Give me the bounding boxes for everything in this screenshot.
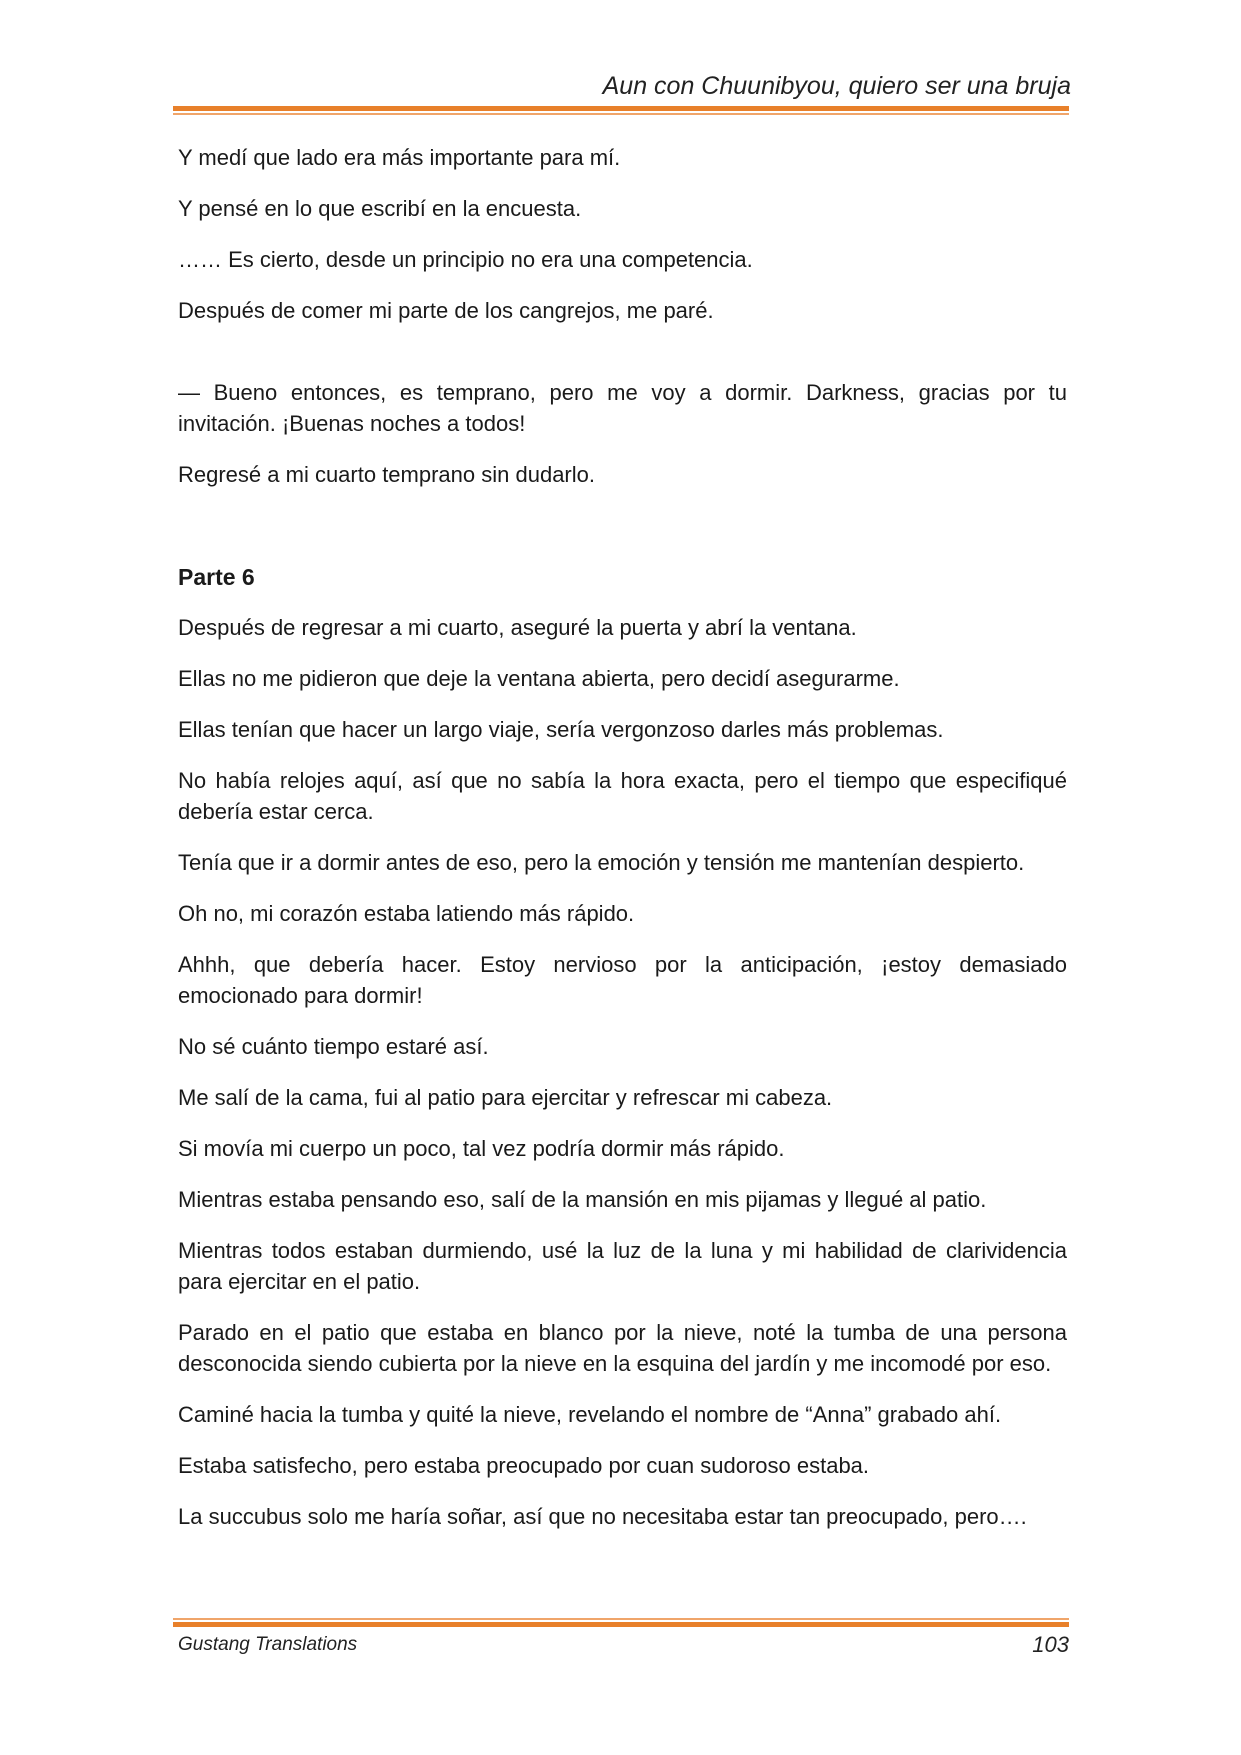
- paragraph: Después de regresar a mi cuarto, aseguré la puerta y abrí la ventana.: [178, 615, 857, 640]
- footer-rule-thick: [173, 1622, 1069, 1627]
- paragraph: Ahhh, que debería hacer. Estoy nervioso por la anticipación, ¡estoy demasiado emocionado para dormir!: [178, 952, 1067, 1008]
- paragraph: Caminé hacia la tumba y quité la nieve, revelando el nombre de “Anna” grabado ahí.: [178, 1402, 1002, 1427]
- page-number: 103: [1032, 1632, 1069, 1657]
- paragraph: Estaba satisfecho, pero estaba preocupado por cuan sudoroso estaba.: [178, 1453, 870, 1478]
- paragraph: No había relojes aquí, así que no sabía la hora exacta, pero el tiempo que especifiqué debería estar cerca.: [178, 768, 1067, 824]
- paragraph: Ellas tenían que hacer un largo viaje, sería vergonzoso darles más problemas.: [178, 717, 944, 742]
- paragraph: Mientras estaba pensando eso, salí de la mansión en mis pijamas y llegué al patio.: [178, 1187, 987, 1212]
- dialogue-paragraph: — Bueno entonces, es temprano, pero me voy a dormir. Darkness, gracias por tu invitación. ¡Buenas noches a todos!: [178, 380, 1067, 436]
- section-heading: Parte 6: [178, 564, 255, 590]
- paragraph: Si movía mi cuerpo un poco, tal vez podría dormir más rápido.: [178, 1136, 785, 1161]
- paragraph: Regresé a mi cuarto temprano sin dudarlo.: [178, 462, 595, 487]
- header-rule-thick: [173, 106, 1069, 111]
- running-header-title: Aun con Chuunibyou, quiero ser una bruja: [602, 72, 1071, 100]
- paragraph: Me salí de la cama, fui al patio para ejercitar y refrescar mi cabeza.: [178, 1085, 833, 1110]
- paragraph: Parado en el patio que estaba en blanco por la nieve, noté la tumba de una persona desconocida siendo cubierta por la nieve en la esquina del jardín y me incomodé por eso.: [178, 1320, 1067, 1376]
- header-rule-thin: [173, 113, 1069, 115]
- header-rule: [173, 106, 1069, 115]
- paragraph: …… Es cierto, desde un principio no era una competencia.: [178, 247, 753, 272]
- footer-translator-credit: Gustang Translations: [178, 1634, 358, 1655]
- paragraph: Después de comer mi parte de los cangrejos, me paré.: [178, 298, 714, 323]
- paragraph: No sé cuánto tiempo estaré así.: [178, 1034, 489, 1059]
- page-body: [178, 142, 1067, 1552]
- paragraph: Ellas no me pidieron que deje la ventana abierta, pero decidí asegurarme.: [178, 666, 900, 691]
- paragraph: Oh no, mi corazón estaba latiendo más rápido.: [178, 901, 635, 926]
- paragraph: Y medí que lado era más importante para mí.: [178, 145, 621, 170]
- footer-rule: [173, 1618, 1069, 1627]
- paragraph: Tenía que ir a dormir antes de eso, pero la emoción y tensión me mantenían despierto.: [178, 850, 1025, 875]
- footer-rule-thin: [173, 1618, 1069, 1620]
- paragraph: Mientras todos estaban durmiendo, usé la luz de la luna y mi habilidad de clarividencia para ejercitar en el patio.: [178, 1238, 1067, 1294]
- paragraph: Y pensé en lo que escribí en la encuesta.: [178, 196, 582, 221]
- paragraph: La succubus solo me haría soñar, así que no necesitaba estar tan preocupado, pero….: [178, 1504, 1027, 1529]
